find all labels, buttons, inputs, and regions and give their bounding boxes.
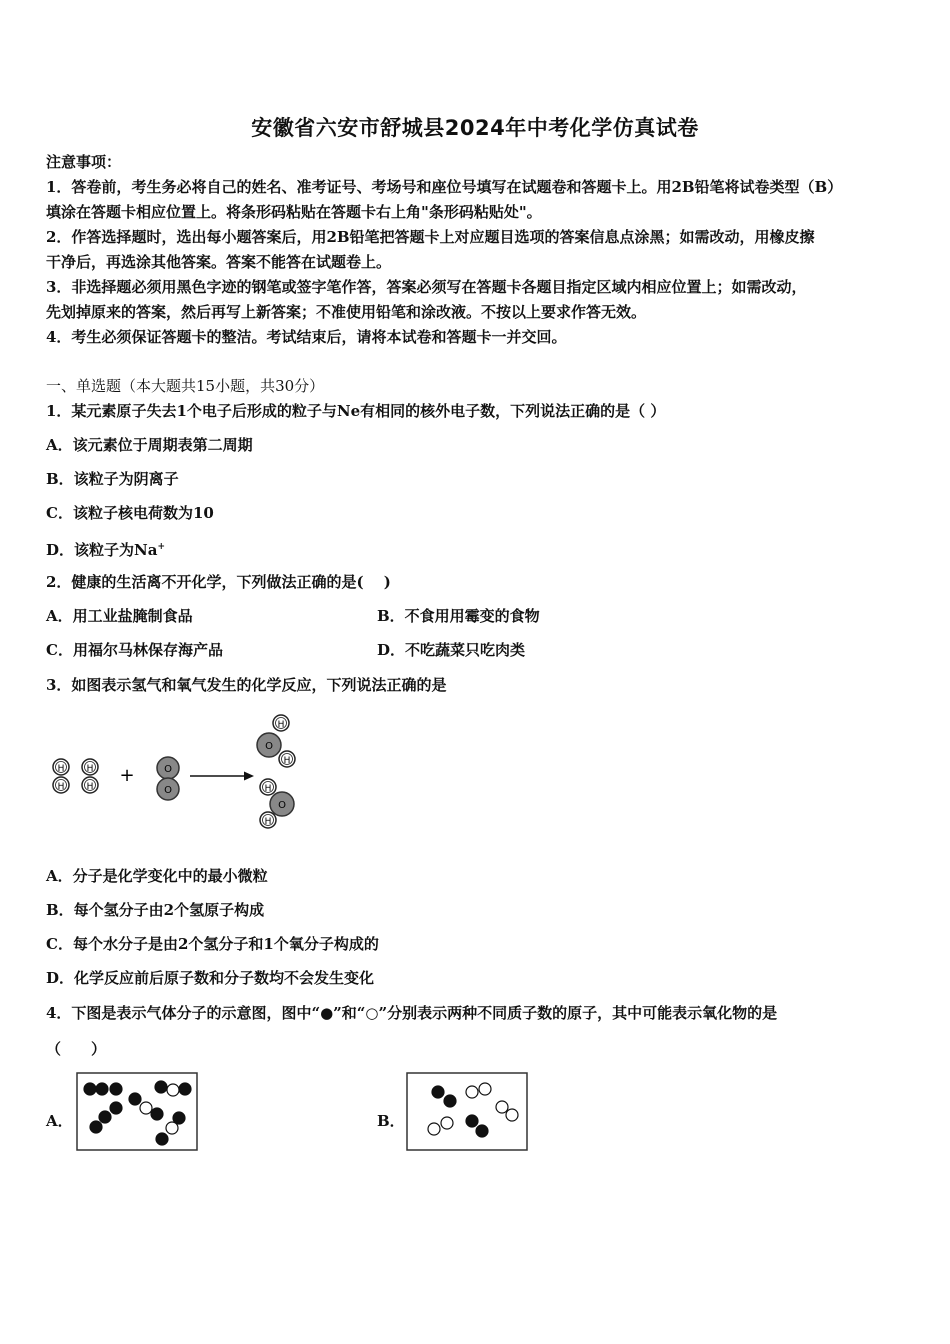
- q1-option-a: A．该元素位于周期表第二周期: [46, 436, 253, 454]
- svg-text:H: H: [57, 764, 65, 774]
- q3-option-d: D．化学反应前后原子数和分子数均不会发生变化: [46, 969, 375, 987]
- notice-line: 先划掉原来的答案，然后再写上新答案；不准使用铅笔和涂改液。不按以上要求作答无效。: [46, 303, 647, 321]
- svg-text:H: H: [86, 764, 94, 774]
- svg-text:H: H: [277, 720, 285, 730]
- reaction-diagram: [40, 705, 320, 840]
- svg-text:H: H: [264, 784, 272, 794]
- q2-option-a: A．用工业盐腌制食品: [46, 607, 193, 625]
- q3-stem: 3．如图表示氢气和氧气发生的化学反应，下列说法正确的是: [46, 676, 447, 694]
- q4-paren: （ ）: [46, 1040, 107, 1058]
- hydrogen-molecule: [53, 759, 69, 793]
- q2-option-c: C．用福尔马林保存海产品: [46, 641, 223, 659]
- q1-option-d: D．该粒子为Na+: [46, 541, 165, 559]
- svg-text:O: O: [164, 764, 172, 775]
- water-molecule: [257, 715, 295, 767]
- plus-sign: +: [119, 765, 135, 786]
- q2-option-b: B．不食用用霉变的食物: [377, 607, 540, 625]
- q3-option-a: A．分子是化学变化中的最小微粒: [46, 867, 268, 885]
- q4-option-b-diagram: [406, 1072, 528, 1151]
- oxygen-molecule: [157, 757, 179, 800]
- svg-text:H: H: [283, 756, 291, 766]
- reaction-arrow-icon: [190, 772, 254, 781]
- q1-stem: 1．某元素原子失去1个电子后形成的粒子与Ne有相同的核外电子数，下列说法正确的是（ ）: [46, 402, 666, 420]
- q1-option-b: B．该粒子为阴离子: [46, 470, 179, 488]
- q4-option-a-diagram: [76, 1072, 198, 1151]
- q2-stem: 2．健康的生活离不开化学，下列做法正确的是( ): [46, 573, 391, 591]
- page-title: 安徽省六安市舒城县2024年中考化学仿真试卷: [251, 116, 699, 140]
- notice-heading: 注意事项：: [46, 153, 122, 171]
- q4-option-a-label: A．: [46, 1112, 73, 1130]
- q4-stem: 4．下图是表示气体分子的示意图，图中“●”和“○”分别表示两种不同质子数的原子，其中可能表示氧化物的是: [46, 1004, 778, 1022]
- svg-text:H: H: [86, 782, 94, 792]
- q4-option-b-label: B．: [377, 1112, 405, 1130]
- q3-option-c: C．每个水分子是由2个氢分子和1个氧分子构成的: [46, 935, 379, 953]
- notice-line: 2．作答选择题时，选出每小题答案后，用2B铅笔把答题卡上对应题目选项的答案信息点涂黑；如需改动，用橡皮擦: [46, 228, 815, 246]
- hydrogen-molecule: [82, 759, 98, 793]
- svg-text:O: O: [278, 800, 286, 811]
- notice-line: 3．非选择题必须用黑色字迹的钢笔或签字笔作答，答案必须写在答题卡各题目指定区域内相应位置上；如需改动，: [46, 278, 807, 296]
- q3-option-b: B．每个氢分子由2个氢原子构成: [46, 901, 265, 919]
- svg-text:O: O: [265, 741, 273, 752]
- svg-text:H: H: [264, 817, 272, 827]
- notice-line: 4．考生必须保证答题卡的整洁。考试结束后，请将本试卷和答题卡一并交回。: [46, 328, 567, 346]
- notice-line: 干净后，再选涂其他答案。答案不能答在试题卷上。: [46, 253, 392, 271]
- notice-line: 1．答卷前，考生务必将自己的姓名、准考证号、考场号和座位号填写在试题卷和答题卡上。用2B铅笔将试卷类型（B）: [46, 178, 843, 196]
- q1-option-c: C．该粒子核电荷数为10: [46, 504, 214, 522]
- section-heading: 一、单选题（本大题共15小题，共30分）: [46, 377, 325, 395]
- q2-option-d: D．不吃蔬菜只吃肉类: [377, 641, 526, 659]
- water-molecule: [260, 779, 294, 828]
- svg-text:H: H: [57, 782, 65, 792]
- svg-text:O: O: [164, 785, 172, 796]
- notice-line: 填涂在答题卡相应位置上。将条形码粘贴在答题卡右上角"条形码粘贴处"。: [46, 203, 542, 221]
